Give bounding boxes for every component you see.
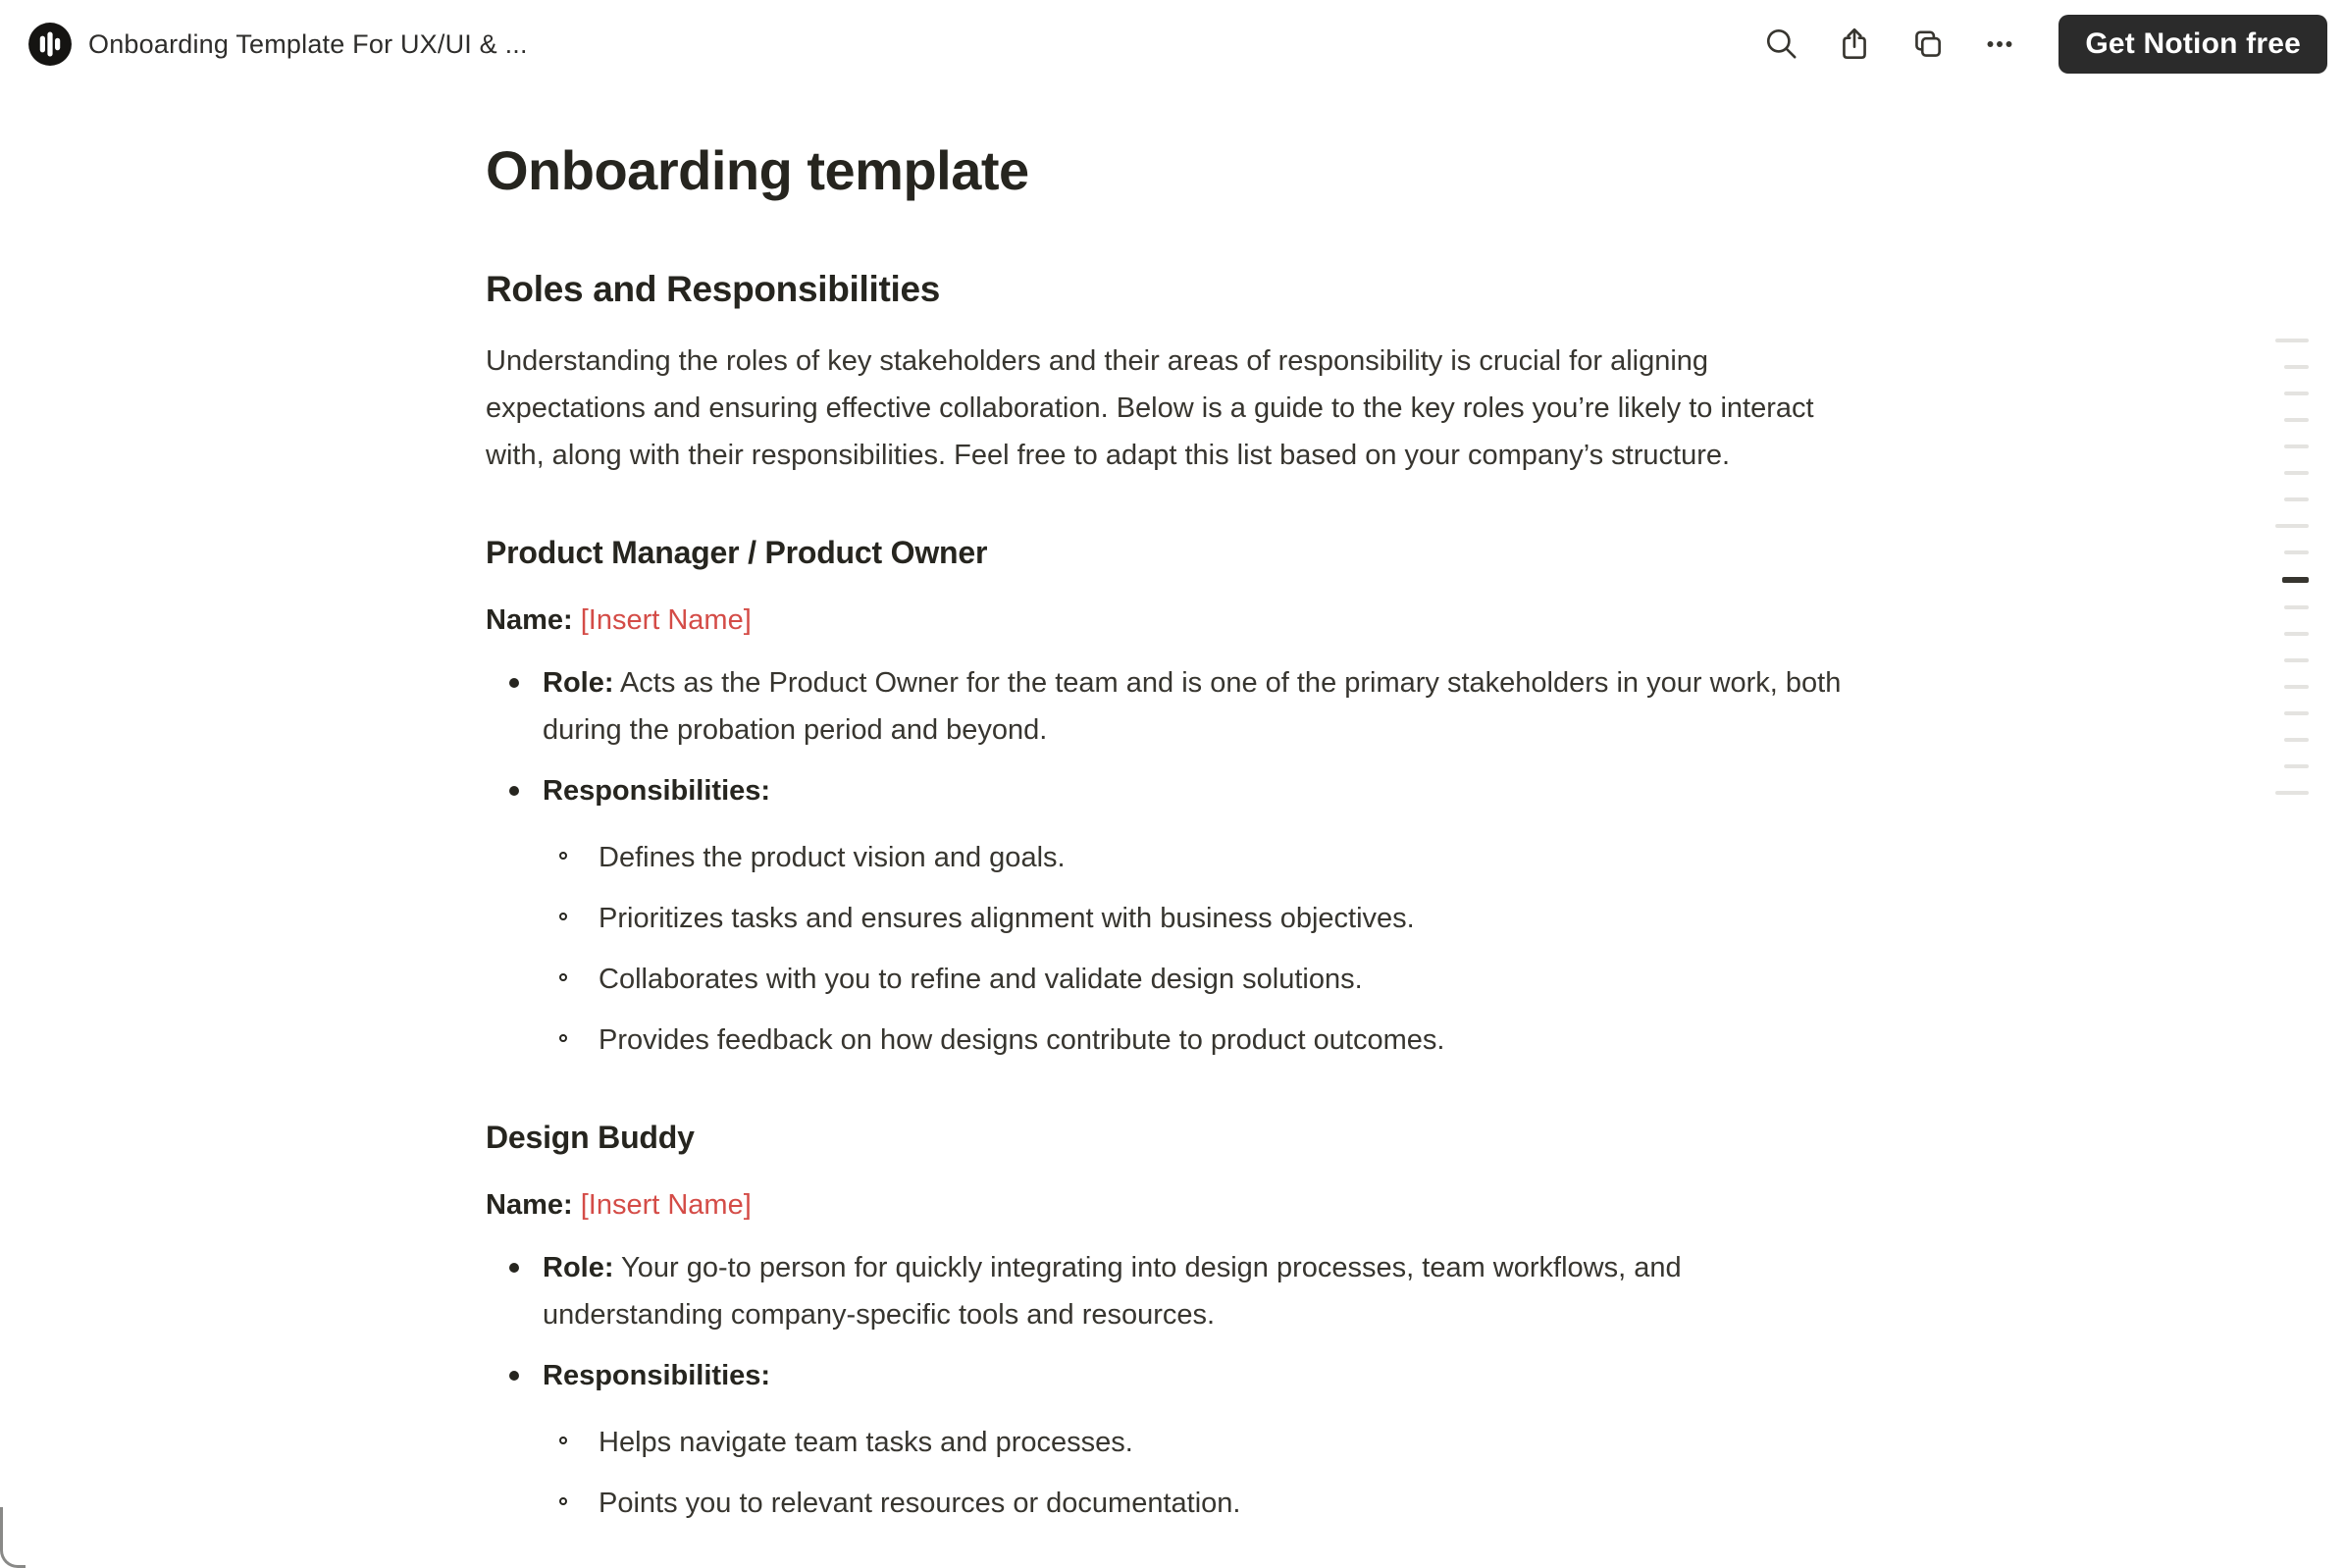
bullet-circle (559, 973, 567, 981)
outline-dash-active[interactable] (2282, 577, 2309, 583)
role-section-design-buddy (486, 1119, 1859, 1527)
page-title-breadcrumb: Onboarding Template For UX/UI & ... (88, 28, 528, 59)
list-item-responsibilities (486, 1352, 1859, 1527)
outline-indicator (2275, 339, 2309, 795)
bullet-dot (509, 786, 519, 796)
topbar (0, 0, 2345, 88)
search-button[interactable] (1758, 21, 1805, 68)
intro-paragraph: Understanding the roles of key stakeholders and their areas of responsibility is crucial for aligning expectations and ensuring effective collaboration. Below is a guide to the key roles you’re likely to interact with, along with their responsibilities. Feel free to adapt this list based on your company’s structure. (486, 344, 1814, 471)
duplicate-icon (1908, 26, 1946, 63)
outline-dash[interactable] (2284, 738, 2309, 742)
outline-dash[interactable] (2284, 471, 2309, 475)
name-line (486, 1181, 1859, 1228)
responsibility-text: Defines the product vision and goals. (599, 841, 1066, 873)
share-button[interactable] (1831, 21, 1878, 68)
outline-dash[interactable] (2275, 339, 2309, 342)
outline-dash[interactable] (2284, 365, 2309, 369)
outline-dash[interactable] (2284, 418, 2309, 422)
bullet-circle (559, 1034, 567, 1042)
share-icon (1836, 26, 1873, 63)
name-label: Name: (486, 1189, 573, 1222)
topbar-actions (1758, 15, 2327, 74)
responsibility-text: Points you to relevant resources or documentation. (599, 1488, 1241, 1520)
bullet-dot (509, 1371, 519, 1381)
role-text: Your go-to person for quickly integrating into design processes, team workflows, and understanding company-specific tools and resources. (543, 1252, 1682, 1332)
outline-dash[interactable] (2284, 658, 2309, 662)
search-icon (1763, 26, 1800, 63)
list-item (543, 895, 1859, 942)
name-label: Name: (486, 603, 573, 636)
list-item (543, 1017, 1859, 1064)
bullet-circle (559, 1497, 567, 1505)
bullet-dot (509, 678, 519, 688)
window-corner-artifact (0, 1507, 26, 1568)
bullet-circle (559, 1437, 567, 1444)
get-notion-free-button[interactable]: Get Notion free (2058, 15, 2327, 74)
role-heading: Product Manager / Product Owner (486, 534, 988, 570)
role-heading: Design Buddy (486, 1119, 695, 1155)
list-item (543, 1419, 1859, 1466)
more-button[interactable] (1976, 21, 2023, 68)
role-text: Acts as the Product Owner for the team and is one of the primary stakeholders in your work, both during the probation period and beyond. (543, 666, 1842, 746)
outline-dash[interactable] (2284, 711, 2309, 715)
responsibilities-label: Responsibilities: (543, 1360, 771, 1392)
outline-dash[interactable] (2284, 497, 2309, 501)
role-section-product-manager (486, 534, 1859, 1064)
outline-dash[interactable] (2284, 764, 2309, 768)
bullet-circle (559, 913, 567, 920)
bullet-dot (509, 1263, 519, 1273)
responsibilities-sublist (543, 834, 1859, 1064)
name-placeholder: [Insert Name] (580, 603, 752, 636)
document-title: Onboarding template (486, 139, 1029, 201)
list-item-responsibilities (486, 767, 1859, 1064)
list-item (543, 834, 1859, 881)
responsibilities-label: Responsibilities: (543, 774, 771, 807)
role-label: Role: (543, 1252, 614, 1284)
list-item-role (486, 1244, 1859, 1338)
role-bullet-list (486, 1244, 1859, 1527)
outline-dash[interactable] (2275, 524, 2309, 528)
outline-dash[interactable] (2284, 605, 2309, 609)
name-placeholder: [Insert Name] (580, 1189, 752, 1222)
responsibility-text: Provides feedback on how designs contribute to product outcomes. (599, 1023, 1445, 1056)
section-heading-roles-responsibilities: Roles and Responsibilities (486, 269, 941, 310)
role-bullet-list (486, 659, 1859, 1064)
site-logo-icon (27, 22, 73, 67)
topbar-left (27, 22, 528, 67)
more-icon (1981, 26, 2018, 63)
list-item-role (486, 659, 1859, 754)
bullet-circle (559, 852, 567, 860)
name-line (486, 597, 1859, 644)
duplicate-button[interactable] (1903, 21, 1951, 68)
outline-dash[interactable] (2284, 632, 2309, 636)
responsibility-text: Helps navigate team tasks and processes. (599, 1427, 1133, 1459)
document-body (486, 137, 1859, 1527)
list-item (543, 1480, 1859, 1527)
outline-dash[interactable] (2284, 444, 2309, 448)
responsibilities-sublist (543, 1419, 1859, 1527)
outline-dash[interactable] (2284, 392, 2309, 395)
outline-dash[interactable] (2284, 685, 2309, 689)
outline-dash[interactable] (2284, 550, 2309, 554)
role-label: Role: (543, 666, 614, 699)
outline-dash[interactable] (2275, 791, 2309, 795)
responsibility-text: Prioritizes tasks and ensures alignment with business objectives. (599, 902, 1415, 934)
list-item (543, 956, 1859, 1003)
responsibility-text: Collaborates with you to refine and validate design solutions. (599, 963, 1363, 995)
